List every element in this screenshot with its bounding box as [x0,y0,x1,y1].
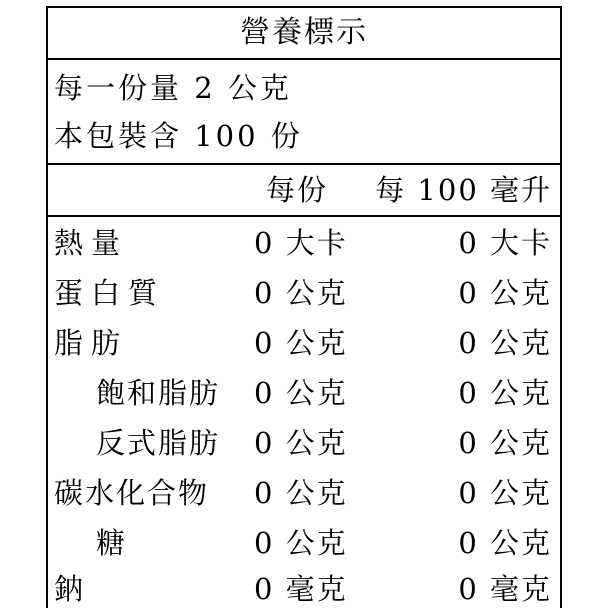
nutrition-label [46,6,562,608]
value-per-100: 0 公克 [458,426,552,460]
header-divider [48,215,560,217]
table-row [48,468,560,518]
value-per-serving: 0 公克 [254,376,348,410]
column-header-per-serving: 每份 [266,173,329,207]
nutrient-name: 碳水化合物 [54,476,210,510]
nutrient-name: 脂肪 [54,326,129,360]
value-per-serving: 0 公克 [254,526,348,560]
value-per-100: 0 毫克 [458,572,552,606]
nutrient-name: 反式脂肪 [96,426,221,460]
value-per-serving: 0 公克 [254,476,348,510]
table-row [48,318,560,368]
nutrient-name: 熱量 [54,226,129,260]
serving-size: 每一份量 2 公克 [54,71,292,105]
table-row [48,564,560,614]
value-per-100: 0 公克 [458,476,552,510]
value-per-serving: 0 公克 [254,326,348,360]
nutrient-name: 糖 [96,526,134,560]
table-row [48,268,560,318]
value-per-serving: 0 公克 [254,426,348,460]
value-per-serving: 0 大卡 [254,226,348,260]
servings-per-package: 本包裝含 100 份 [54,119,303,153]
value-per-100: 0 公克 [458,326,552,360]
column-header-per-100: 每 100 毫升 [375,173,552,207]
label-title: 營養標示 [240,15,368,50]
table-row [48,368,560,418]
value-per-serving: 0 公克 [254,276,348,310]
nutrient-name: 飽和脂肪 [96,376,221,410]
value-per-100: 0 公克 [458,526,552,560]
nutrient-name: 蛋白質 [54,276,166,310]
table-row [48,218,560,268]
value-per-serving: 0 毫克 [254,572,348,606]
value-per-100: 0 大卡 [458,226,552,260]
value-per-100: 0 公克 [458,276,552,310]
nutrient-name: 鈉 [54,572,92,606]
value-per-100: 0 公克 [458,376,552,410]
serving-divider [48,163,560,165]
table-row [48,418,560,468]
title-divider [48,58,560,60]
table-row [48,518,560,568]
